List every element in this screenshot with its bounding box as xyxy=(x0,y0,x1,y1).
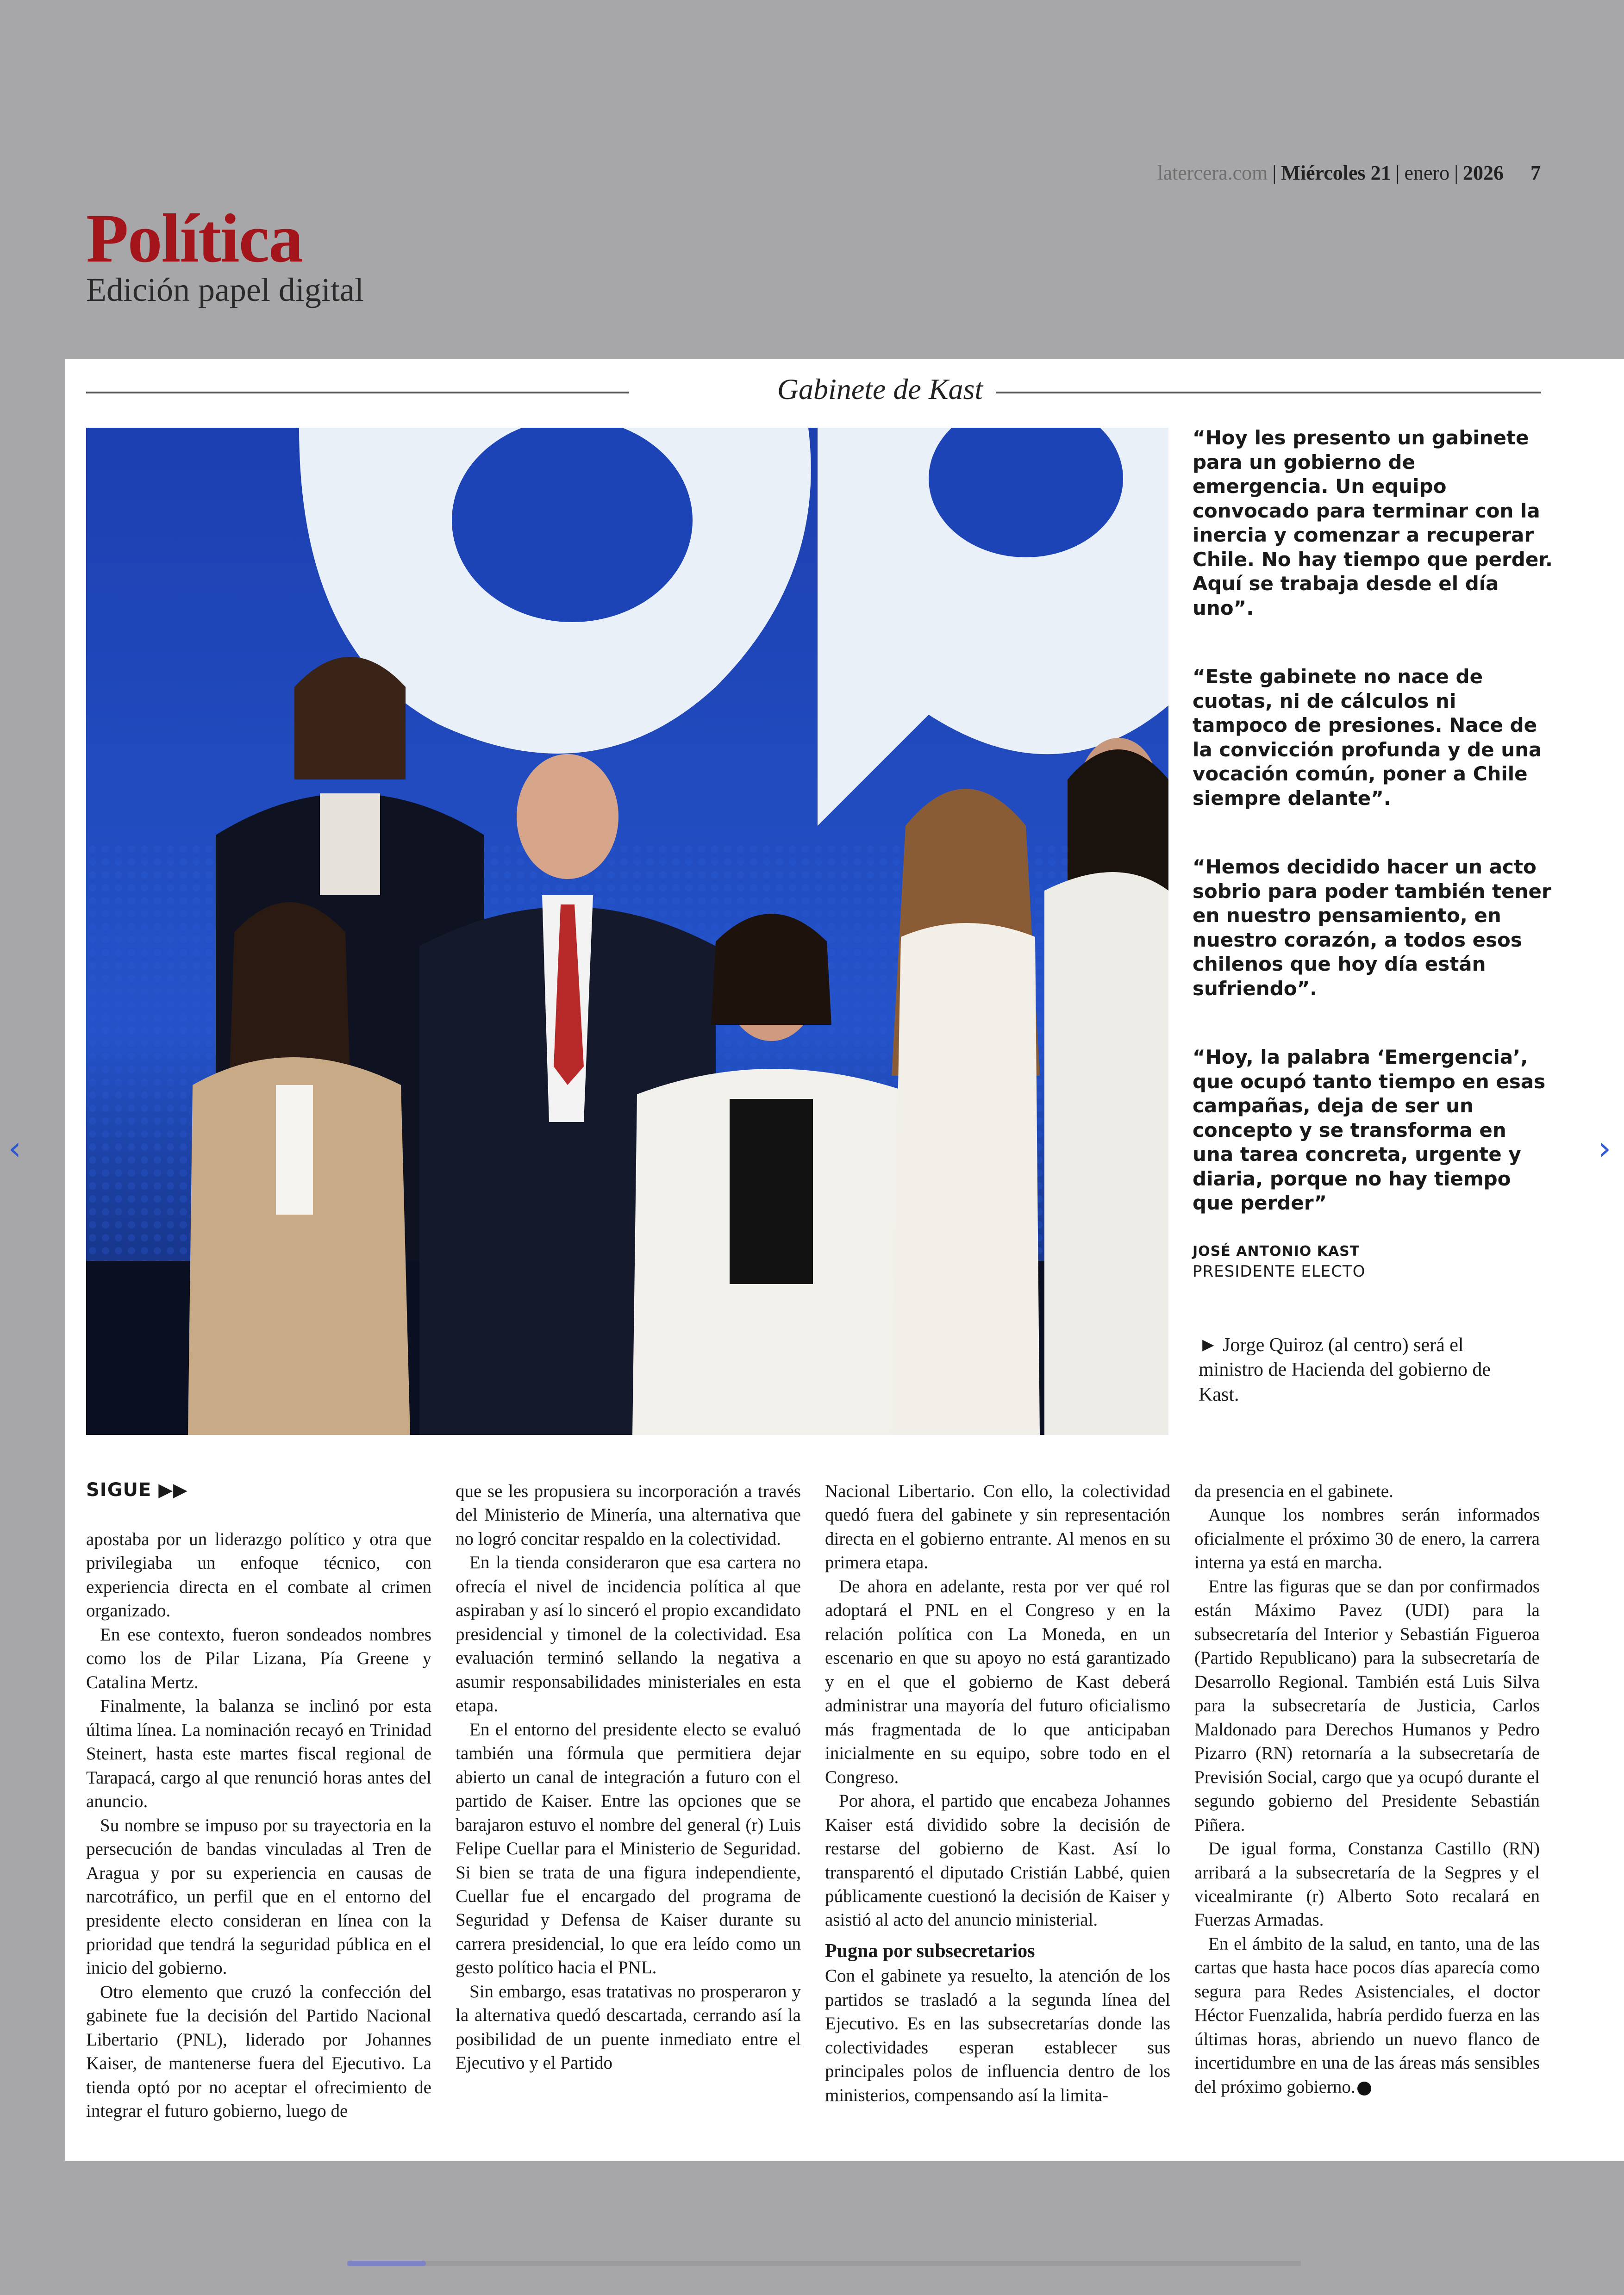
paragraph: Con el gabinete ya resuelto, la atención de los partidos se trasladó a la segunda línea del Ejecutivo. Es en las subsecretarías donde las colectividades esperan establecer sus principales polos de influencia dentro de los ministerios, compensando así la limita- xyxy=(825,1966,1170,2105)
kicker-rule-left xyxy=(86,392,629,393)
edition-subtitle: Edición papel digital xyxy=(86,271,364,308)
paragraph: da presencia en el gabinete. xyxy=(1194,1481,1393,1501)
paragraph: De igual forma, Constanza Castillo (RN) arribará a la subsecretaría de la Segpres y el vicealmirante (r) Alberto Soto recalará en Fuerzas Armadas. xyxy=(1194,1839,1540,1930)
quote-author: JOSÉ ANTONIO KAST xyxy=(1193,1243,1360,1260)
paragraph: Otro elemento que cruzó la confección del gabinete fue la decisión del Partido Nacional Libertario (PNL), liderado por Johannes Kaiser, de mantenerse fuera del Ejecutivo. La tienda optó por no aceptar el ofrecimiento de integrar el futuro gobierno, luego de xyxy=(86,1982,431,2121)
paragraph: que se les propusiera su incorporación a través del Ministerio de Minería, una alternativa que no logró concitar respaldo en la colectividad. xyxy=(456,1481,801,1549)
paragraph: Aunque los nombres serán informados oficialmente el próximo 30 de enero, la carrera interna ya está en marcha. xyxy=(1194,1505,1540,1573)
page-scroll-thumb[interactable] xyxy=(347,2261,426,2266)
prev-page-button[interactable] xyxy=(8,1129,21,1167)
newspaper-page xyxy=(65,359,1624,2161)
page-number: 7 xyxy=(1530,162,1541,184)
end-mark-icon xyxy=(1357,2082,1371,2095)
pull-quote-2: “Este gabinete no nace de cuotas, ni de cálculos ni tampoco de presiones. Nace de la convicción profunda y de una vocación común, poner a Chile siempre delante”. xyxy=(1193,665,1542,810)
date-weekday: Miércoles 21 xyxy=(1281,162,1391,184)
paragraph: Sin embargo, esas tratativas no prosperaron y la alternativa quedó descartada, cerrando así la posibilidad de un puente inmediato entre el Ejecutivo y el Partido xyxy=(456,1981,801,2073)
chevron-left-icon: ‹ xyxy=(8,1129,21,1167)
chevron-right-icon: › xyxy=(1598,1129,1611,1167)
paragraph: Por ahora, el partido que encabeza Johannes Kaiser está dividido sobre la decisión de restarse del gobierno de Kast. Así lo transparentó el diputado Cristián Labbé, quien públicamente cuestionó la decisión de Kaiser y asistió al acto del anuncio ministerial. xyxy=(825,1791,1170,1930)
subheading: Pugna por subsecretarios xyxy=(825,1940,1035,1962)
site-name: latercera.com xyxy=(1157,162,1268,184)
last-paragraph-text: En el ámbito de la salud, en tanto, una de las cartas que hasta hace pocos días aparecía como segura para Redes Asistenciales, el doctor Héctor Fuenzalida, habría perdido fuerza en las últimas horas, abriendo un nuevo flanco de incertidumbre en una de las áreas más sensibles del próximo gobierno. xyxy=(1194,1933,1540,2097)
page-scroll-track[interactable] xyxy=(347,2261,1301,2266)
cabinet-photo-illustration xyxy=(86,428,1168,1435)
next-page-button[interactable] xyxy=(1598,1129,1611,1167)
body-column-2 xyxy=(456,1479,801,2075)
pull-quote-3: “Hemos decidido hacer un acto sobrio para poder también tener en nuestro pensamiento, en nuestro corazón, a todos esos chilenos que hoy día están sufriendo”. xyxy=(1193,855,1551,1000)
paragraph: Finalmente, la balanza se inclinó por esta última línea. La nominación recayó en Trinidad Steinert, hasta este martes fiscal regional de Tarapacá, cargo al que renunció horas antes del anuncio. xyxy=(86,1696,431,1812)
section-title: Política xyxy=(86,200,303,277)
person-standing-right xyxy=(892,789,1040,1435)
article-kicker: Gabinete de Kast xyxy=(777,373,983,405)
paragraph: Nacional Libertario. Con ello, la colectividad quedó fuera del gabinete y sin representación directa en el gobierno entrante. Al menos en su primera etapa. xyxy=(825,1481,1170,1573)
kicker-rule-right xyxy=(996,392,1541,393)
paragraph: Su nombre se impuso por su trayectoria en la persecución de bandas vinculadas al Tren de Aragua y por su experiencia en causas de narcotráfico, un perfil que en el entorno del presidente electo consideran en línea con la prioridad que tendrá la seguridad pública en el inicio del gobierno. xyxy=(86,1815,431,1978)
photo-caption: ► Jorge Quiroz (al centro) será el ministro de Hacienda del gobierno de Kast. xyxy=(1199,1335,1491,1405)
page-header xyxy=(0,0,1624,361)
paragraph: Entre las figuras que se dan por confirmados están Máximo Pavez (UDI) para la subsecretaría del Interior y Sebastián Figueroa (Partido Republicano) para la subsecretaría de Desarrollo Regional. También está Luis Silva para la subsecretaría de Justicia, Carlos Maldonado para Derechos Humanos y Pedro Pizarro (RN) retornaría a la subsecretaría de Previsión Social, cargo que ya ocupó durante el segundo gobierno del Presidente Sebastián Piñera. xyxy=(1194,1576,1540,1835)
paragraph: En el entorno del presidente electo se evaluó también una fórmula que permitiera dejar abierto un canal de integración a futuro con el partido de Kaiser. Entre las opciones que se barajaron estuvo el nombre del general (r) Luis Felipe Cuellar para el Ministerio de Seguridad. Si bien se trata de una figura independiente, Cuellar fue el encargado del programa de Seguridad y Defensa de Kaiser durante su carrera presidencial, lo que era leído como un gesto político hacia el PNL. xyxy=(456,1719,801,1978)
paragraph: En ese contexto, fueron sondeados nombres como los de Pilar Lizana, Pía Greene y Catalina Mertz. xyxy=(86,1624,431,1692)
paragraph: apostaba por un liderazgo político y otra que privilegiaba un enfoque técnico, con experiencia directa en el combate al crimen organizado. xyxy=(86,1529,431,1621)
date-year: 2026 xyxy=(1463,162,1504,184)
pull-quote-4: “Hoy, la palabra ‘Emergencia’, que ocupó tanto tiempo en esas campañas, deja de ser un concepto y se transforma en una tarea concreta, urgente y diaria, porque no hay tiempo que perder” xyxy=(1193,1046,1546,1214)
date-month: enero xyxy=(1404,162,1450,184)
paragraph: En la tienda consideraron que esa cartera no ofrecía el nivel de incidencia política al que aspiraban y así lo sinceró el propio excandidato presidencial y timonel de la colectividad. Esa evaluación terminó sellando la negativa a asumir responsabilidades ministeriales en esta etapa. xyxy=(456,1553,801,1716)
quote-author-role: PRESIDENTE ELECTO xyxy=(1193,1262,1366,1281)
pull-quote-1: “Hoy les presento un gabinete para un gobierno de emergencia. Un equipo convocado para terminar con la inercia y comenzar a recuperar Chile. No hay tiempo que perder. Aquí se trabaja desde el día uno”. xyxy=(1193,426,1553,619)
paragraph: De ahora en adelante, resta por ver qué rol adoptará el PNL en el Congreso y en la relación política con La Moneda, en un escenario en que su apoyo no está garantizado y en el que el gobierno de Kast deberá administrar una mayoría del futuro oficialismo más fragmentada de lo que anticipaban inicialmente en su equipo, sobre todo en el Congreso. xyxy=(825,1576,1170,1787)
article-photo xyxy=(86,428,1168,1435)
paragraph xyxy=(1194,1932,1540,2099)
masthead-meta: latercera.com | Miércoles 21 | enero | 2026 7 xyxy=(1157,162,1541,184)
body-column-4 xyxy=(1194,1479,1540,2099)
quote-column xyxy=(1193,426,1554,1281)
body-column-3 xyxy=(825,1479,1170,2107)
continue-label: SIGUE ▶▶ xyxy=(86,1479,188,1501)
body-column-1 xyxy=(86,1528,431,2123)
